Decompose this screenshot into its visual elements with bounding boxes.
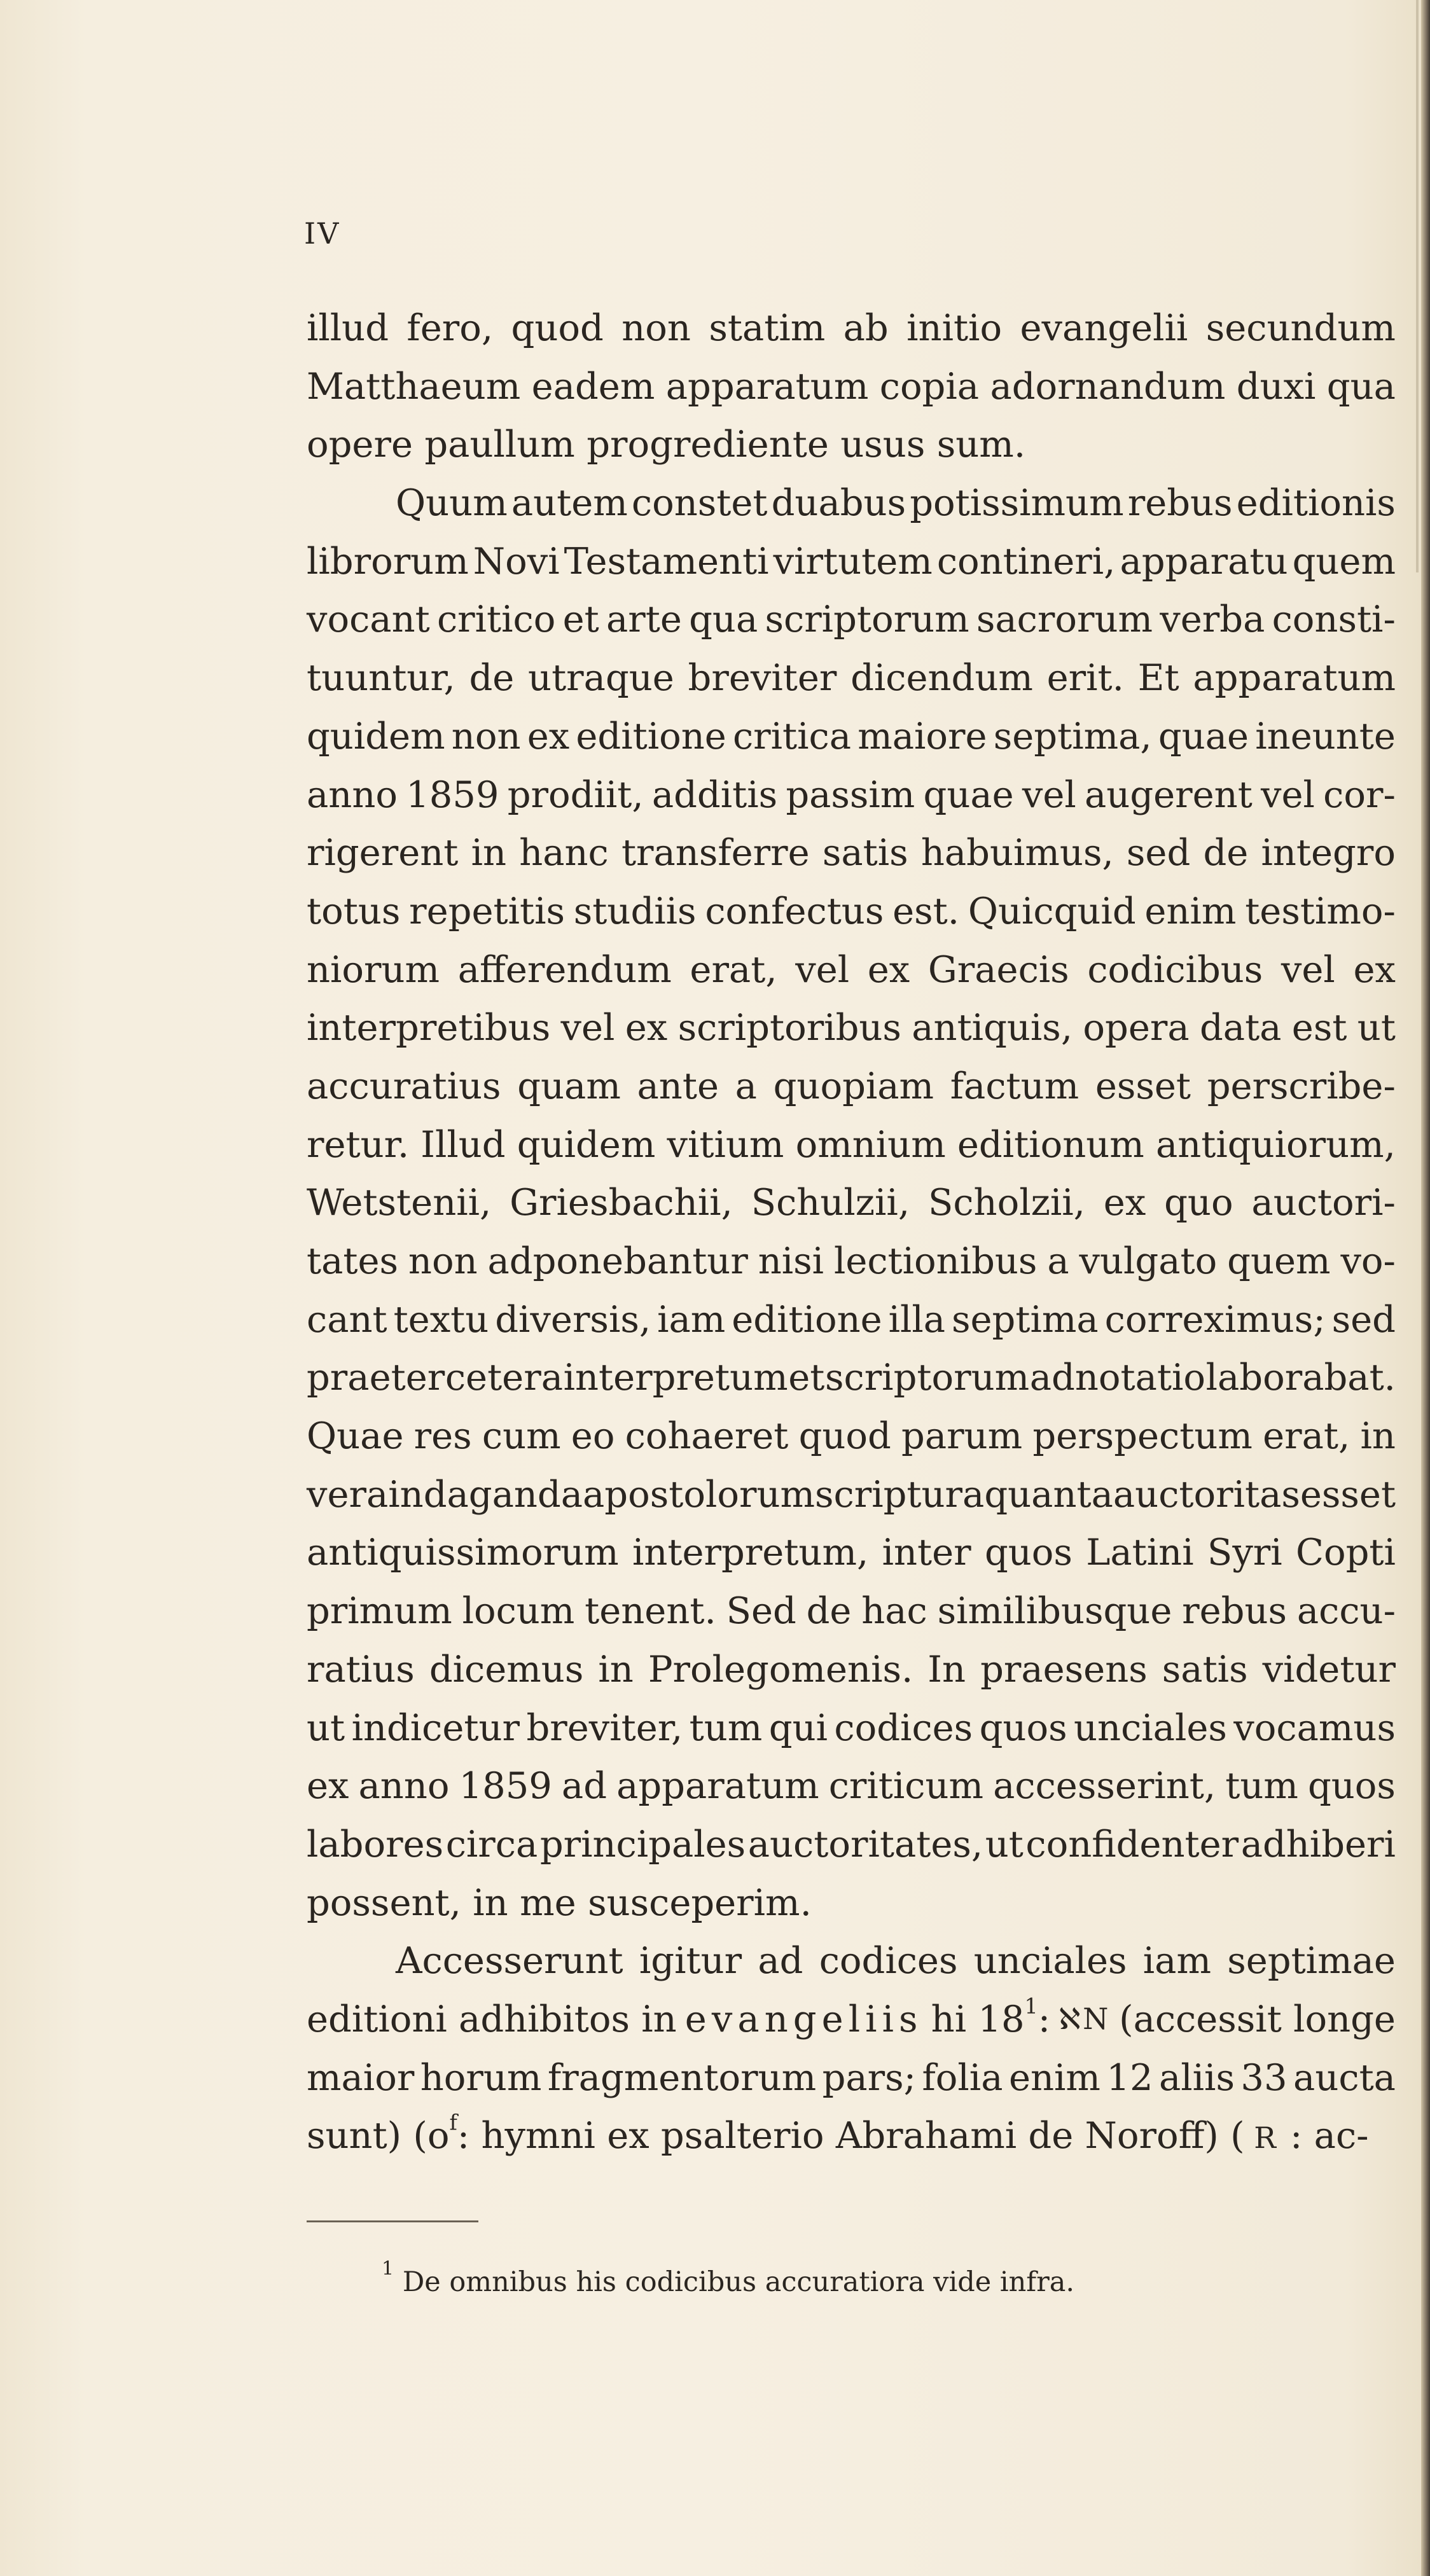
word: paullum: [424, 423, 575, 466]
word: interpretum: [563, 1356, 788, 1399]
word: septima,: [993, 714, 1152, 758]
word: 1859: [406, 773, 499, 816]
word: constet: [631, 481, 768, 525]
word: esset: [1300, 1472, 1396, 1516]
word: ex: [307, 1764, 349, 1808]
word: in: [1360, 1415, 1396, 1458]
word: breviter,: [526, 1706, 683, 1749]
word: in: [473, 1881, 508, 1924]
word: de: [469, 656, 515, 700]
word: Prolegomenis.: [648, 1647, 913, 1691]
word: ad: [561, 1764, 607, 1808]
word: librorum: [307, 539, 469, 583]
word: Quum: [396, 481, 508, 525]
text-line: [307, 1465, 1396, 1524]
word: cor-: [1323, 773, 1396, 816]
word: perspectum: [1032, 1415, 1253, 1458]
text-line: [307, 1523, 1396, 1582]
word: diversis,: [495, 1298, 651, 1341]
text-segment: [931, 1990, 1050, 2049]
word: duxi: [1236, 364, 1316, 408]
codex-siglum: ℵN: [1059, 2001, 1111, 2036]
word: Wetstenii,: [307, 1181, 492, 1224]
word: adnotatio: [1029, 1356, 1206, 1399]
word: rebus: [1127, 481, 1233, 525]
word: iam: [1142, 1939, 1211, 1983]
text-line: [307, 999, 1396, 1057]
text-line: [307, 415, 1396, 474]
word: scriptoribus: [677, 1006, 901, 1049]
word: evangelii: [1020, 307, 1188, 349]
word: erat,: [690, 948, 777, 991]
codex-siglum: R: [1254, 2121, 1279, 2156]
text-line: [307, 941, 1396, 999]
word: non: [408, 1240, 478, 1282]
footnote-text: De omnibus his codicibus accuratiora vide infra.: [402, 2266, 1075, 2298]
word: rebus: [1182, 1589, 1288, 1633]
word: ex: [867, 948, 910, 991]
word: a: [735, 1064, 757, 1107]
word: quopiam: [773, 1064, 934, 1107]
footnote-rule: [307, 2220, 478, 2222]
spaced-word: evangeliis: [684, 1997, 923, 2040]
word: tum: [1225, 1764, 1298, 1808]
word: aucta: [1293, 2056, 1396, 2099]
text-line: [307, 1232, 1396, 1291]
word: passim: [786, 773, 915, 816]
word: utraque: [528, 656, 674, 700]
word: folia: [922, 2056, 1003, 2099]
word: accesserint,: [993, 1764, 1216, 1808]
word: res: [413, 1415, 472, 1458]
word: textu: [393, 1298, 489, 1341]
word: additis: [651, 773, 778, 816]
word: illud: [307, 307, 389, 349]
word: enim: [1144, 889, 1237, 932]
text-line: [307, 1582, 1396, 1640]
word: anno: [307, 773, 398, 816]
word: ex: [1353, 948, 1396, 991]
word: praesens: [980, 1647, 1148, 1691]
text-line: [307, 649, 1396, 707]
word: editione: [732, 1298, 882, 1341]
word: qua: [1326, 364, 1396, 408]
word: ante: [637, 1064, 719, 1107]
word: cum: [482, 1415, 561, 1458]
text-segment: [307, 2107, 1369, 2165]
word: scriptura: [815, 1472, 985, 1516]
word: erat,: [1263, 1415, 1350, 1458]
word: consti-: [1272, 598, 1396, 641]
word: est.: [892, 889, 960, 932]
word: indaganda: [388, 1472, 583, 1516]
paragraph-3: [307, 1932, 1396, 2165]
text-line: [307, 1291, 1396, 1349]
word: apparatum: [1193, 656, 1396, 700]
text-line: [307, 2107, 1396, 2165]
word: quanta: [984, 1472, 1113, 1516]
word: duabus: [771, 481, 906, 525]
word: vulgato: [1079, 1240, 1218, 1282]
paragraph-2: [307, 474, 1396, 1932]
word: me: [520, 1881, 576, 1924]
word: sacrorum: [976, 598, 1153, 641]
word: autem: [511, 481, 628, 525]
word: quam: [517, 1064, 621, 1107]
word: Testamenti: [564, 539, 769, 583]
page-number: IV: [304, 216, 341, 251]
word: rigerent: [307, 831, 459, 875]
text-line: [307, 357, 1396, 416]
word: in: [471, 831, 506, 875]
text-line: [307, 1932, 1396, 1990]
word: apparatum: [665, 364, 869, 408]
paragraph-1: [307, 299, 1396, 474]
word: breviter: [688, 656, 837, 700]
word: vel: [1281, 948, 1335, 991]
word: verba: [1160, 598, 1265, 641]
word: circa: [445, 1822, 538, 1866]
word: quidem: [517, 1123, 656, 1166]
word: quod: [511, 307, 604, 349]
word: quidem: [307, 714, 445, 758]
word: accuratius: [307, 1064, 501, 1107]
word: omnium: [795, 1123, 946, 1166]
word: ex: [1103, 1181, 1146, 1224]
word: niorum: [307, 948, 440, 991]
word: quae: [923, 773, 1014, 816]
word: critico: [436, 598, 556, 641]
word: secundum: [1205, 307, 1396, 349]
word: scriptorum: [765, 598, 969, 641]
word: inter: [882, 1531, 971, 1574]
word: vel: [795, 948, 850, 991]
word: quem: [1292, 539, 1396, 583]
word: et: [562, 598, 599, 641]
word: codicibus: [1087, 948, 1263, 991]
word: vera: [307, 1472, 389, 1516]
word: sum.: [936, 423, 1026, 466]
word: enim: [1008, 2056, 1100, 2099]
text-segment: : hymni ex psalterio Abrahami de Noroff) (: [457, 2114, 1245, 2157]
word: ineunte: [1255, 714, 1396, 758]
word: perscribe-: [1207, 1064, 1396, 1107]
word: editionis: [1236, 481, 1396, 525]
text-line: [307, 1990, 1396, 2049]
word: data: [1199, 1006, 1282, 1049]
word: virtutem: [773, 539, 933, 583]
word: horum: [420, 2056, 542, 2099]
word: et: [788, 1356, 825, 1399]
word: scriptorum: [824, 1356, 1030, 1399]
word: dicendum: [850, 656, 1033, 700]
word: vitium: [667, 1123, 784, 1166]
text-line: [307, 1874, 1396, 1932]
word: Graecis: [927, 948, 1069, 991]
word: arte: [606, 598, 682, 641]
word: labores: [307, 1822, 444, 1866]
word: parum: [901, 1415, 1023, 1458]
word: tum: [689, 1706, 763, 1749]
word: confectus: [705, 889, 884, 932]
siglum-superscript: f: [449, 2110, 457, 2135]
word: iam: [657, 1298, 726, 1341]
text-line: [307, 1174, 1396, 1232]
word: quo: [1164, 1181, 1233, 1224]
word: progrediente: [587, 423, 829, 466]
word: editionum: [957, 1123, 1144, 1166]
text-line: [307, 707, 1396, 766]
word: locum: [462, 1589, 575, 1633]
word: possent,: [307, 1881, 461, 1924]
word: Novi: [473, 539, 560, 583]
word: dicemus: [429, 1647, 584, 1691]
word: maior: [307, 2056, 415, 2099]
word: apparatum: [616, 1764, 819, 1808]
word: indicetur: [351, 1706, 520, 1749]
word: ratius: [307, 1647, 415, 1691]
word: ex: [625, 1006, 668, 1049]
text-segment: :: [1038, 1997, 1051, 2040]
word: satis: [1162, 1647, 1248, 1691]
text-segment: : ac-: [1290, 2114, 1369, 2157]
word: aliis: [1159, 2056, 1235, 2099]
word: de: [1203, 831, 1249, 875]
text-line: [307, 1640, 1396, 1699]
word: qua: [689, 598, 758, 641]
word: habuimus,: [920, 831, 1114, 875]
word: fragmentorum: [547, 2056, 817, 2099]
word: 33: [1240, 2056, 1288, 2099]
word: Latini: [1086, 1531, 1194, 1574]
word: antiquis,: [912, 1006, 1073, 1049]
word: quae: [1158, 714, 1249, 758]
word: in: [598, 1647, 634, 1691]
word: codices: [834, 1706, 973, 1749]
word: vocant: [307, 598, 430, 641]
word: totus: [307, 889, 401, 932]
text-line: [307, 474, 1396, 532]
text-line: [307, 1699, 1396, 1757]
word: tenent.: [585, 1589, 716, 1633]
word: septima: [952, 1298, 1099, 1341]
word: correximus;: [1104, 1298, 1326, 1341]
footnote-marker: 1: [382, 2257, 394, 2280]
word: est: [1291, 1006, 1347, 1049]
word: initio: [906, 307, 1003, 349]
text-segment: editioni adhibitos in: [307, 1997, 677, 2040]
word: vo-: [1340, 1240, 1396, 1282]
word: ut: [307, 1706, 345, 1749]
word: retur.: [307, 1123, 410, 1166]
word: tuuntur,: [307, 656, 455, 700]
word: ex: [527, 714, 570, 758]
word: contineri,: [936, 539, 1116, 583]
word: septimae: [1227, 1939, 1396, 1983]
word: ut: [985, 1822, 1024, 1866]
word: auctori-: [1251, 1181, 1396, 1224]
word: Accesserunt: [396, 1939, 623, 1983]
word: hanc: [519, 831, 609, 875]
word: criticum: [828, 1764, 984, 1808]
word: a: [1047, 1240, 1069, 1282]
word: sed: [1331, 1298, 1396, 1341]
word: laborabat.: [1205, 1356, 1396, 1399]
word: Matthaeum: [307, 364, 521, 408]
word: Syri: [1207, 1531, 1282, 1574]
word: interpretum,: [632, 1531, 869, 1574]
word: qui: [768, 1706, 828, 1749]
word: usus: [840, 423, 926, 466]
text-segment: hi 18: [931, 1997, 1025, 2040]
text-line: [307, 2049, 1396, 2107]
word: primum: [307, 1589, 452, 1633]
word: factum: [950, 1064, 1079, 1107]
word: Quicquid: [968, 889, 1136, 932]
word: non: [621, 307, 691, 349]
word: cant: [307, 1298, 387, 1341]
word: testimo-: [1245, 889, 1396, 932]
word: apparatu: [1120, 539, 1288, 583]
word: Et: [1137, 656, 1179, 700]
word: cetera: [445, 1356, 563, 1399]
word: sed: [1126, 831, 1191, 875]
word: cohaeret: [625, 1415, 789, 1458]
word: de: [806, 1589, 852, 1633]
word: principales: [539, 1822, 746, 1866]
word: prodiit,: [507, 773, 644, 816]
word: eadem: [531, 364, 655, 408]
word: codices: [819, 1939, 958, 1983]
word: Scholzii,: [927, 1181, 1085, 1224]
footnote: [382, 2257, 1075, 2301]
word: hac: [861, 1589, 927, 1633]
word: nisi: [758, 1240, 824, 1282]
text-line: [307, 766, 1396, 824]
word: Quae: [307, 1415, 404, 1458]
word: potissimum: [910, 481, 1124, 525]
word: videtur: [1262, 1647, 1396, 1691]
word: unciales: [1074, 1706, 1227, 1749]
text-line: [307, 882, 1396, 941]
word: unciales: [973, 1939, 1127, 1983]
word: quos: [979, 1706, 1067, 1749]
word: transferre: [621, 831, 810, 875]
word: susceperim.: [588, 1881, 812, 1924]
word: maiore: [857, 714, 987, 758]
word: non: [451, 714, 521, 758]
text-line: [307, 1407, 1396, 1465]
text-line: [307, 824, 1396, 882]
word: erit.: [1046, 656, 1124, 700]
text-line: [307, 1757, 1396, 1815]
word: anno: [358, 1764, 450, 1808]
word: Griesbachii,: [510, 1181, 733, 1224]
text-line: [307, 532, 1396, 591]
word: ad: [758, 1939, 803, 1983]
word: afferendum: [457, 948, 672, 991]
word: praeter: [307, 1356, 445, 1399]
word: editione: [576, 714, 726, 758]
word: In: [927, 1647, 966, 1691]
word: copia: [879, 364, 980, 408]
word: ut: [1357, 1006, 1396, 1049]
word: statim: [709, 307, 826, 349]
word: adornandum: [990, 364, 1226, 408]
text-line: [307, 1057, 1396, 1116]
word: auctoritates,: [747, 1822, 983, 1866]
text-segment: sunt) (o: [307, 2114, 450, 2157]
word: critica: [732, 714, 852, 758]
word: 1859: [459, 1764, 552, 1808]
word: quos: [984, 1531, 1072, 1574]
word: adhiberi: [1240, 1822, 1396, 1866]
word: auctoritas: [1113, 1472, 1300, 1516]
word: quod: [798, 1415, 891, 1458]
text-line: [307, 1815, 1396, 1874]
word: satis: [822, 831, 908, 875]
word: lectionibus: [833, 1240, 1038, 1282]
word: vel: [560, 1006, 615, 1049]
word: tates: [307, 1240, 399, 1282]
page-crease: [1416, 0, 1419, 572]
word: illa: [888, 1298, 946, 1341]
word: Illud: [420, 1123, 506, 1166]
footnote-reference: 1: [1024, 1993, 1038, 2019]
word: opere: [307, 423, 413, 466]
word: eo: [571, 1415, 615, 1458]
text-line: [307, 1116, 1396, 1174]
text-line: [307, 1348, 1396, 1407]
word: ab: [843, 307, 889, 349]
main-text: [307, 299, 1396, 2165]
word: fero,: [406, 307, 494, 349]
word: antiquissimorum: [307, 1531, 619, 1574]
word: adponebantur: [487, 1240, 748, 1282]
word: confidenter: [1025, 1822, 1239, 1866]
word: esset: [1095, 1064, 1191, 1107]
text-line: [307, 299, 1396, 357]
page-edge: [1421, 0, 1430, 2576]
word: interpretibus: [307, 1006, 551, 1049]
word: accu-: [1296, 1589, 1396, 1633]
word: quem: [1227, 1240, 1331, 1282]
word: igitur: [639, 1939, 742, 1983]
word: pars;: [822, 2056, 917, 2099]
word: studiis: [573, 889, 697, 932]
word: quos: [1307, 1764, 1396, 1808]
word: vel: [1261, 773, 1315, 816]
word: augerent: [1085, 773, 1253, 816]
word: opera: [1083, 1006, 1190, 1049]
word: Schulzii,: [751, 1181, 910, 1224]
text-line: [307, 590, 1396, 649]
word: vocamus: [1233, 1706, 1396, 1749]
word: vel: [1022, 773, 1076, 816]
word: Sed: [726, 1589, 796, 1633]
word: integro: [1261, 831, 1396, 875]
word: antiquiorum,: [1155, 1123, 1396, 1166]
word: similibusque: [937, 1589, 1172, 1633]
word: apostolorum: [583, 1472, 816, 1516]
text-segment: (accessit longe: [1119, 1997, 1396, 2040]
word: 12: [1106, 2056, 1153, 2099]
word: Copti: [1296, 1531, 1396, 1574]
word: repetitis: [409, 889, 566, 932]
